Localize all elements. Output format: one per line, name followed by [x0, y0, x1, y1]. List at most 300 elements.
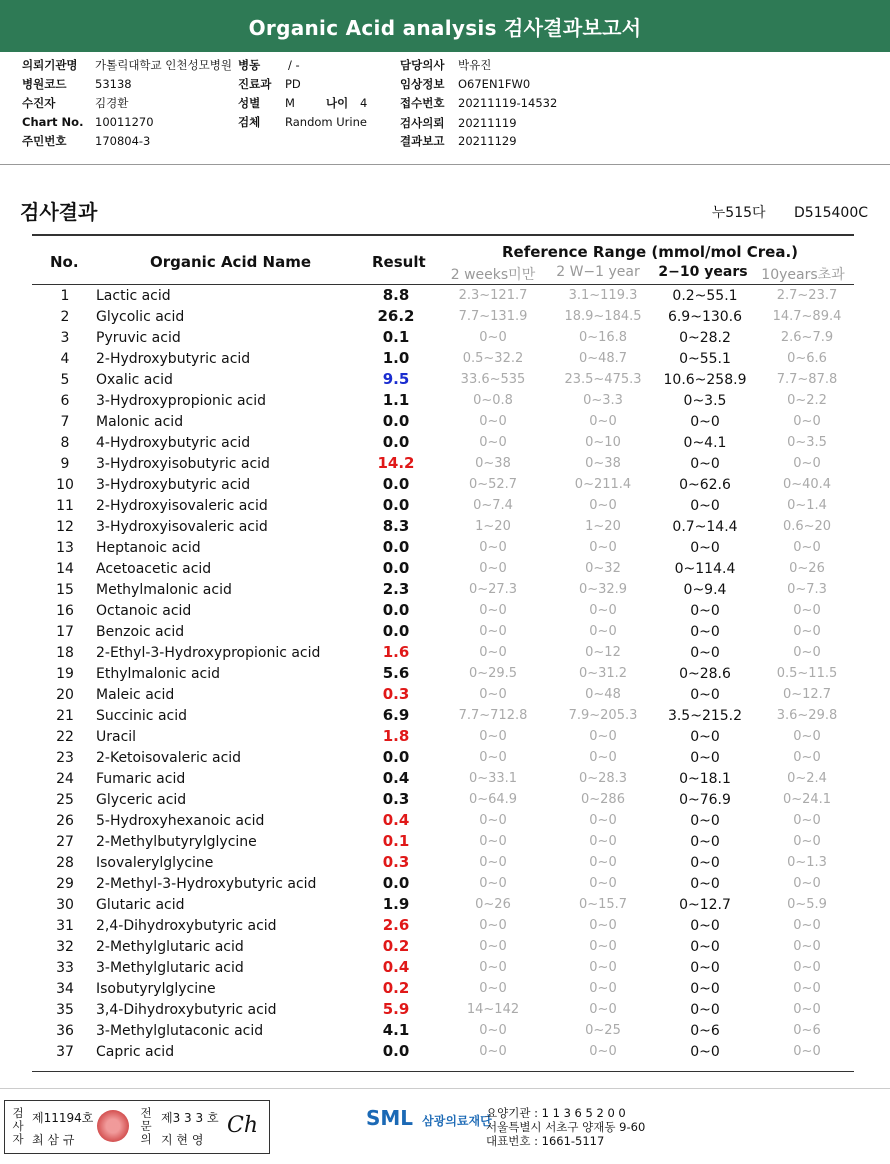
reference-range: 0~0 — [793, 939, 821, 954]
reference-range: 0~6.6 — [787, 351, 827, 366]
acid-name: Isovalerylglycine — [96, 855, 214, 871]
reference-range: 0~0 — [793, 540, 821, 555]
table-row — [0, 643, 890, 664]
reference-range: 0~12 — [585, 645, 621, 660]
reference-range: 0~211.4 — [574, 477, 632, 492]
table-bottom-rule — [32, 1071, 854, 1072]
reference-range: 0~0 — [690, 687, 720, 703]
test-code-korean: 누515다 — [711, 205, 766, 221]
reference-range: 0~0 — [479, 729, 507, 744]
reference-range: 2.6~7.9 — [780, 330, 834, 345]
ref-col-header: 2 weeks미만 — [450, 267, 536, 283]
reference-range: 0.5~11.5 — [776, 666, 838, 681]
table-row — [0, 496, 890, 517]
result-value: 0.0 — [382, 601, 410, 619]
acid-name: 3-Methylglutaric acid — [96, 960, 244, 976]
col-header-no: No. — [50, 253, 79, 271]
info-clinical: 임상정보 O67EN1FW0 — [400, 77, 531, 91]
acid-name: Glycolic acid — [96, 309, 185, 325]
reference-range: 0~114.4 — [674, 561, 736, 577]
result-value: 0.0 — [382, 559, 410, 577]
row-number: 21 — [56, 708, 74, 724]
reference-range: 18.9~184.5 — [564, 309, 642, 324]
table-row — [0, 916, 890, 937]
info-patient: 수진자 김경환 — [22, 96, 129, 110]
reference-range: 0~0 — [690, 834, 720, 850]
ref-col-header: 10years초과 — [761, 267, 845, 283]
acid-name: Maleic acid — [96, 687, 175, 703]
reference-range: 0~0 — [479, 813, 507, 828]
reference-range: 0~0 — [690, 1002, 720, 1018]
acid-name: 5-Hydroxyhexanoic acid — [96, 813, 265, 829]
result-value: 4.1 — [382, 1021, 410, 1039]
reference-range: 0~0 — [589, 918, 617, 933]
reference-range: 0~0 — [793, 729, 821, 744]
reference-range: 0~12.7 — [679, 897, 731, 913]
reference-range: 0~0 — [793, 1002, 821, 1017]
info-receipt-no: 접수번호 20211119-14532 — [400, 96, 558, 110]
acid-name: 3,4-Dihydroxybutyric acid — [96, 1002, 277, 1018]
reference-range: 0~48 — [585, 687, 621, 702]
table-row — [0, 874, 890, 895]
row-number: 20 — [56, 687, 74, 703]
result-value: 8.3 — [382, 517, 410, 535]
reference-range: 0~0 — [589, 1002, 617, 1017]
reference-range: 0~3.5 — [683, 393, 727, 409]
row-number: 27 — [56, 834, 74, 850]
result-value: 0.0 — [382, 475, 410, 493]
acid-name: Glyceric acid — [96, 792, 187, 808]
table-row — [0, 853, 890, 874]
result-value: 0.3 — [382, 685, 410, 703]
table-row — [0, 370, 890, 391]
row-number: 30 — [56, 897, 74, 913]
row-number: 3 — [60, 330, 70, 346]
table-row — [0, 937, 890, 958]
row-number: 13 — [56, 540, 74, 556]
result-value: 0.0 — [382, 622, 410, 640]
acid-name: Lactic acid — [96, 288, 171, 304]
row-number: 18 — [56, 645, 74, 661]
info-request-date: 검사의뢰 20211119 — [400, 116, 517, 130]
result-value: 2.3 — [382, 580, 410, 598]
col-header-name: Organic Acid Name — [150, 253, 312, 271]
reference-range: 0~15.7 — [578, 897, 628, 912]
reference-range: 0~0 — [793, 624, 821, 639]
reference-range: 0~0 — [479, 855, 507, 870]
result-value: 5.6 — [382, 664, 410, 682]
acid-name: 2-Hydroxyisovaleric acid — [96, 498, 268, 514]
reference-range: 0~0 — [690, 960, 720, 976]
reference-range: 0~9.4 — [683, 582, 727, 598]
table-row — [0, 286, 890, 307]
reference-range: 0~0 — [793, 414, 821, 429]
info-hospital-code: 병원코드 53138 — [22, 77, 132, 91]
reference-range: 0~0 — [589, 414, 617, 429]
row-number: 26 — [56, 813, 74, 829]
table-row — [0, 307, 890, 328]
result-value: 0.1 — [382, 832, 410, 850]
reference-range: 0~0 — [589, 603, 617, 618]
reference-range: 0~6 — [793, 1023, 821, 1038]
row-number: 33 — [56, 960, 74, 976]
table-row — [0, 475, 890, 496]
table-row — [0, 391, 890, 412]
result-value: 5.9 — [382, 1000, 410, 1018]
table-row — [0, 349, 890, 370]
reference-range: 0~0 — [690, 981, 720, 997]
row-number: 19 — [56, 666, 74, 682]
row-number: 14 — [56, 561, 74, 577]
signer2-name: 지 현 영 — [161, 1133, 204, 1147]
acid-name: Fumaric acid — [96, 771, 186, 787]
reference-range: 7.9~205.3 — [568, 708, 638, 723]
reference-range: 0~0 — [479, 435, 507, 450]
result-value: 0.0 — [382, 433, 410, 451]
reference-range: 0~0 — [793, 750, 821, 765]
reference-range: 0.7~14.4 — [672, 519, 738, 535]
reference-range: 0~0 — [479, 750, 507, 765]
reference-range: 0~0 — [589, 960, 617, 975]
acid-name: Isobutyrylglycine — [96, 981, 216, 997]
reference-range: 23.5~475.3 — [564, 372, 642, 387]
reference-range: 0~0 — [793, 813, 821, 828]
reference-range: 0~0 — [479, 939, 507, 954]
reference-range: 0~0 — [589, 876, 617, 891]
row-number: 31 — [56, 918, 74, 934]
signer1-license: 제11194호 — [32, 1111, 94, 1125]
reference-range: 0~0 — [589, 939, 617, 954]
result-value: 0.2 — [382, 937, 410, 955]
reference-range: 0~62.6 — [679, 477, 731, 493]
reference-range: 0~0 — [479, 834, 507, 849]
logo-mark: SML — [366, 1106, 414, 1130]
reference-range: 3.1~119.3 — [568, 288, 638, 303]
reference-range: 0~0 — [479, 918, 507, 933]
reference-range: 0~0 — [793, 876, 821, 891]
reference-range: 0~0 — [479, 540, 507, 555]
result-value: 0.0 — [382, 412, 410, 430]
table-row — [0, 1021, 890, 1042]
result-value: 1.1 — [382, 391, 410, 409]
row-number: 36 — [56, 1023, 74, 1039]
reference-range: 0~38 — [585, 456, 621, 471]
acid-name: Benzoic acid — [96, 624, 185, 640]
signer1-role: 검 사 자 — [12, 1106, 24, 1146]
reference-range: 0~7.4 — [473, 498, 513, 513]
result-value: 6.9 — [382, 706, 410, 724]
info-dept: 진료과 PD — [238, 77, 301, 91]
reference-range: 0~0 — [690, 813, 720, 829]
acid-name: Acetoacetic acid — [96, 561, 212, 577]
info-hospital: 의뢰기관명 가톨릭대학교 인천성모병원 — [22, 58, 232, 72]
table-row — [0, 517, 890, 538]
table-row — [0, 748, 890, 769]
result-value: 1.0 — [382, 349, 410, 367]
acid-name: 3-Hydroxyisovaleric acid — [96, 519, 268, 535]
row-number: 23 — [56, 750, 74, 766]
acid-name: Octanoic acid — [96, 603, 192, 619]
row-number: 35 — [56, 1002, 74, 1018]
reference-range: 0~0 — [589, 813, 617, 828]
table-top-rule — [32, 234, 854, 236]
reference-range: 0~0 — [479, 687, 507, 702]
reference-range: 0~0 — [479, 561, 507, 576]
result-value: 9.5 — [382, 370, 410, 388]
reference-range: 0~0 — [690, 603, 720, 619]
info-resident-no: 주민번호 170804-3 — [22, 134, 151, 148]
reference-range: 14.7~89.4 — [772, 309, 842, 324]
result-value: 0.1 — [382, 328, 410, 346]
result-value: 0.0 — [382, 496, 410, 514]
reference-range: 0~0 — [793, 1044, 821, 1059]
reference-range: 0~1.4 — [787, 498, 827, 513]
table-row — [0, 706, 890, 727]
table-row — [0, 685, 890, 706]
row-number: 9 — [60, 456, 70, 472]
table-row — [0, 895, 890, 916]
result-value: 14.2 — [377, 454, 415, 472]
reference-range: 0~0 — [690, 918, 720, 934]
reference-range: 0~18.1 — [679, 771, 731, 787]
row-number: 1 — [60, 288, 70, 304]
info-doctor: 담당의사 박유진 — [400, 58, 492, 72]
reference-range: 0~1.3 — [787, 855, 827, 870]
seal-stamp-icon — [97, 1110, 129, 1142]
reference-range: 0~0 — [479, 1044, 507, 1059]
reference-range: 0~5.9 — [787, 897, 827, 912]
row-number: 37 — [56, 1044, 74, 1060]
row-number: 4 — [60, 351, 70, 367]
table-row — [0, 328, 890, 349]
reference-range: 0~40.4 — [782, 477, 832, 492]
reference-range: 0~0 — [479, 645, 507, 660]
table-row — [0, 433, 890, 454]
acid-name: Methylmalonic acid — [96, 582, 232, 598]
acid-name: 3-Methylglutaconic acid — [96, 1023, 264, 1039]
reference-range: 0~0 — [690, 456, 720, 472]
reference-range: 0~6 — [690, 1023, 720, 1039]
reference-range: 14~142 — [466, 1002, 520, 1017]
company-logo — [366, 1106, 492, 1130]
table-row — [0, 580, 890, 601]
acid-name: Pyruvic acid — [96, 330, 181, 346]
acid-name: Glutaric acid — [96, 897, 185, 913]
result-value: 0.4 — [382, 811, 410, 829]
row-number: 34 — [56, 981, 74, 997]
table-row — [0, 601, 890, 622]
reference-range: 0~0.8 — [473, 393, 513, 408]
acid-name: Ethylmalonic acid — [96, 666, 221, 682]
reference-range: 0~26 — [789, 561, 825, 576]
row-number: 17 — [56, 624, 74, 640]
row-number: 11 — [56, 498, 74, 514]
reference-range: 0~0 — [690, 624, 720, 640]
row-number: 2 — [60, 309, 70, 325]
result-value: 0.3 — [382, 853, 410, 871]
divider — [0, 164, 890, 165]
reference-range: 0~76.9 — [679, 792, 731, 808]
reference-range: 0~0 — [589, 1044, 617, 1059]
reference-range: 0~0 — [793, 981, 821, 996]
result-value: 0.3 — [382, 790, 410, 808]
row-number: 32 — [56, 939, 74, 955]
acid-name: Capric acid — [96, 1044, 175, 1060]
acid-name: 2-Hydroxybutyric acid — [96, 351, 251, 367]
ref-col-header-active: 2−10 years — [658, 264, 748, 280]
reference-range: 0~4.1 — [683, 435, 727, 451]
result-value: 2.6 — [382, 916, 410, 934]
reference-range: 0~0 — [690, 729, 720, 745]
row-number: 10 — [56, 477, 74, 493]
reference-range: 0~0 — [479, 981, 507, 996]
result-value: 1.6 — [382, 643, 410, 661]
reference-range: 0~25 — [585, 1023, 621, 1038]
reference-range: 0.6~20 — [782, 519, 832, 534]
col-header-reference: Reference Range (mmol/mol Crea.) — [501, 243, 799, 261]
reference-range: 0~24.1 — [782, 792, 832, 807]
row-number: 28 — [56, 855, 74, 871]
reference-range: 0~0 — [589, 624, 617, 639]
reference-range: 0~12.7 — [782, 687, 832, 702]
row-number: 7 — [60, 414, 70, 430]
reference-range: 0~0 — [690, 855, 720, 871]
col-header-result: Result — [372, 253, 426, 271]
reference-range: 10.6~258.9 — [663, 372, 747, 388]
info-specimen: 검체 Random Urine — [238, 115, 367, 129]
acid-name: 2-Methylglutaric acid — [96, 939, 244, 955]
info-age: 나이 4 — [326, 96, 368, 110]
result-value: 0.2 — [382, 979, 410, 997]
reference-range: 0~2.2 — [787, 393, 827, 408]
result-value: 0.0 — [382, 1042, 410, 1060]
reference-range: 2.7~23.7 — [776, 288, 838, 303]
reference-range: 0~7.3 — [787, 582, 827, 597]
row-number: 15 — [56, 582, 74, 598]
reference-range: 0~38 — [475, 456, 511, 471]
reference-range: 0~2.4 — [787, 771, 827, 786]
reference-range: 0~0 — [589, 834, 617, 849]
reference-range: 0~28.3 — [578, 771, 628, 786]
table-row — [0, 559, 890, 580]
reference-range: 0.5~32.2 — [462, 351, 524, 366]
report-title: Organic Acid analysis 검사결과보고서 — [248, 15, 642, 40]
reference-range: 0~3.3 — [583, 393, 623, 408]
reference-range: 0~27.3 — [468, 582, 518, 597]
acid-name: Oxalic acid — [96, 372, 173, 388]
row-number: 16 — [56, 603, 74, 619]
reference-range: 1~20 — [475, 519, 511, 534]
signature-icon: Ch — [227, 1113, 259, 1138]
table-row — [0, 622, 890, 643]
table-row — [0, 454, 890, 475]
signer1-name: 최 삼 규 — [32, 1133, 75, 1147]
table-row — [0, 664, 890, 685]
table-row — [0, 979, 890, 1000]
acid-name: 4-Hydroxybutyric acid — [96, 435, 251, 451]
reference-range: 0~0 — [793, 456, 821, 471]
reference-range: 0~33.1 — [468, 771, 518, 786]
reference-range: 0~286 — [581, 792, 625, 807]
signature-box — [4, 1100, 270, 1154]
org-address: 서울특별시 서초구 양재동 9-60 — [486, 1120, 646, 1134]
footer-divider — [0, 1088, 890, 1089]
reference-range: 0~26 — [475, 897, 511, 912]
table-row — [0, 412, 890, 433]
result-value: 1.8 — [382, 727, 410, 745]
table-row — [0, 1042, 890, 1063]
acid-name: Malonic acid — [96, 414, 184, 430]
section-title: 검사결과 — [20, 200, 98, 224]
reference-range: 6.9~130.6 — [667, 309, 743, 325]
reference-range: 0~32.9 — [578, 582, 628, 597]
table-row — [0, 769, 890, 790]
reference-range: 0~48.7 — [578, 351, 628, 366]
reference-range: 0~52.7 — [468, 477, 518, 492]
table-row — [0, 1000, 890, 1021]
info-report-date: 결과보고 20211129 — [400, 134, 517, 148]
reference-range: 0~0 — [479, 876, 507, 891]
row-number: 24 — [56, 771, 74, 787]
acid-name: 3-Hydroxybutyric acid — [96, 477, 251, 493]
info-sex: 성별 M — [238, 96, 295, 110]
acid-name: 3-Hydroxypropionic acid — [96, 393, 267, 409]
result-value: 8.8 — [382, 286, 410, 304]
signer2-license: 제3 3 3 호 — [161, 1111, 219, 1125]
table-row — [0, 811, 890, 832]
reference-range: 0~0 — [793, 960, 821, 975]
result-value: 0.0 — [382, 874, 410, 892]
reference-range: 0~0 — [589, 729, 617, 744]
reference-range: 0~10 — [585, 435, 621, 450]
reference-range: 0~0 — [690, 939, 720, 955]
row-number: 8 — [60, 435, 70, 451]
result-value: 1.9 — [382, 895, 410, 913]
result-value: 0.0 — [382, 538, 410, 556]
acid-name: 3-Hydroxyisobutyric acid — [96, 456, 270, 472]
acid-name: 2-Ketoisovaleric acid — [96, 750, 242, 766]
signer2-role: 전 문 의 — [140, 1106, 152, 1146]
logo-name: 삼광의료재단 — [422, 1114, 492, 1128]
table-row — [0, 790, 890, 811]
reference-range: 0~28.6 — [679, 666, 731, 682]
reference-range: 0~32 — [585, 561, 621, 576]
row-number: 5 — [60, 372, 70, 388]
table-header-rule — [32, 284, 854, 285]
reference-range: 0~0 — [589, 981, 617, 996]
org-code: 요양기관 : 1 1 3 6 5 2 0 0 — [486, 1106, 626, 1120]
reference-range: 2.3~121.7 — [458, 288, 528, 303]
reference-range: 0~55.1 — [679, 351, 731, 367]
info-ward: 병동 / - — [238, 58, 300, 72]
reference-range: 0~0 — [589, 498, 617, 513]
reference-range: 0~0 — [690, 645, 720, 661]
table-row — [0, 832, 890, 853]
acid-name: 2-Methyl-3-Hydroxybutyric acid — [96, 876, 317, 892]
reference-range: 0~0 — [690, 876, 720, 892]
reference-range: 0~0 — [793, 603, 821, 618]
org-phone: 대표번호 : 1661-5117 — [486, 1134, 605, 1148]
reference-range: 0~0 — [479, 603, 507, 618]
acid-name: Uracil — [96, 729, 137, 745]
reference-range: 0~3.5 — [787, 435, 827, 450]
test-code: D515400C — [794, 205, 868, 221]
reference-range: 0~29.5 — [468, 666, 518, 681]
reference-range: 0~0 — [589, 540, 617, 555]
reference-range: 0~0 — [690, 750, 720, 766]
acid-name: Succinic acid — [96, 708, 188, 724]
report-title-bar — [0, 0, 890, 52]
